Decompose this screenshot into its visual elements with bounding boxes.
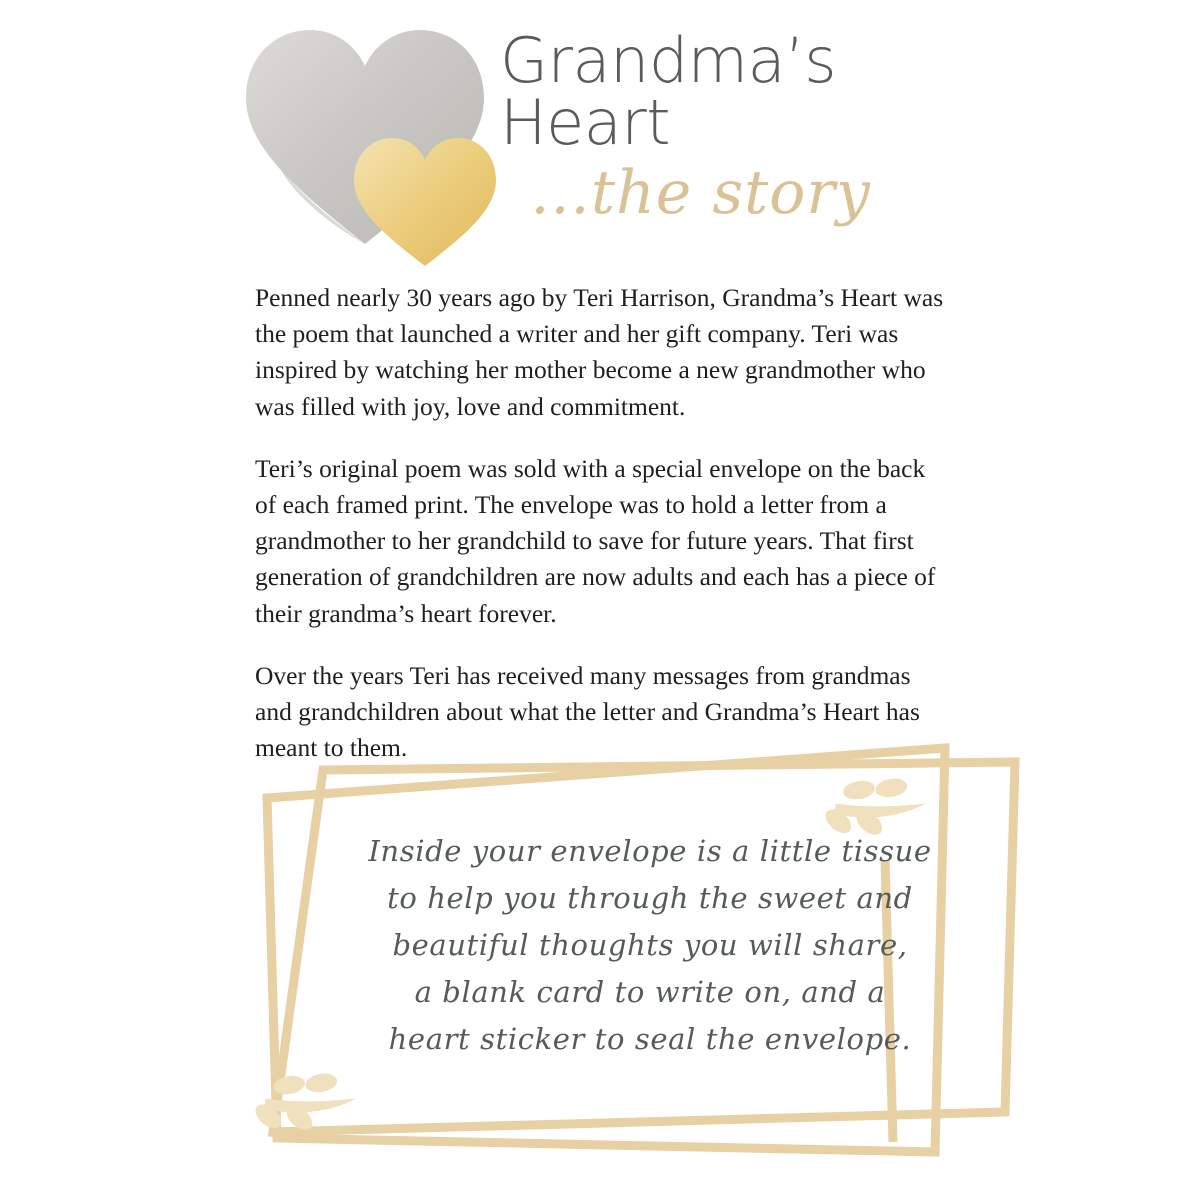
gold-heart-icon — [350, 132, 500, 272]
quote-line-2: to help you through the sweet and — [387, 880, 913, 915]
quote-line-5: heart sticker to seal the envelope. — [388, 1021, 912, 1056]
quote-line-3: beautiful thoughts you will share, — [392, 927, 908, 962]
quote-line-1: Inside your envelope is a little tissue — [368, 834, 932, 868]
page-header — [0, 0, 1200, 270]
heart-logo — [240, 22, 520, 262]
story-body — [255, 280, 945, 792]
quote-line-4: a blank card to write on, and a — [414, 974, 886, 1009]
story-paragraph-2: Teri’s original poem was sold with a special envelope on the back of each framed print. The envelope was to hold a letter from a grandmother to her grandchild to save for future years. That first generation of grandchildren are now adults and each has a piece of their grandma’s heart forever. — [255, 453, 936, 628]
page-title-line-1: Grandma’s — [500, 24, 837, 97]
title-block — [500, 24, 920, 228]
quote-text — [305, 828, 995, 1063]
page-subtitle: …the story — [530, 158, 871, 228]
quote-panel — [245, 740, 1055, 1160]
page-title-line-2: Heart — [500, 86, 671, 159]
story-paragraph-3: Over the years Teri has received many messages from grandmas and grandchildren about what the letter and Grandma’s Heart has meant to them. — [255, 660, 920, 763]
story-paragraph-1: Penned nearly 30 years ago by Teri Harrison, Grandma’s Heart was the poem that launched a writer and her gift company. Teri was inspired by watching her mother become a new grandmother who was filled with joy, love and commitment. — [255, 283, 944, 421]
